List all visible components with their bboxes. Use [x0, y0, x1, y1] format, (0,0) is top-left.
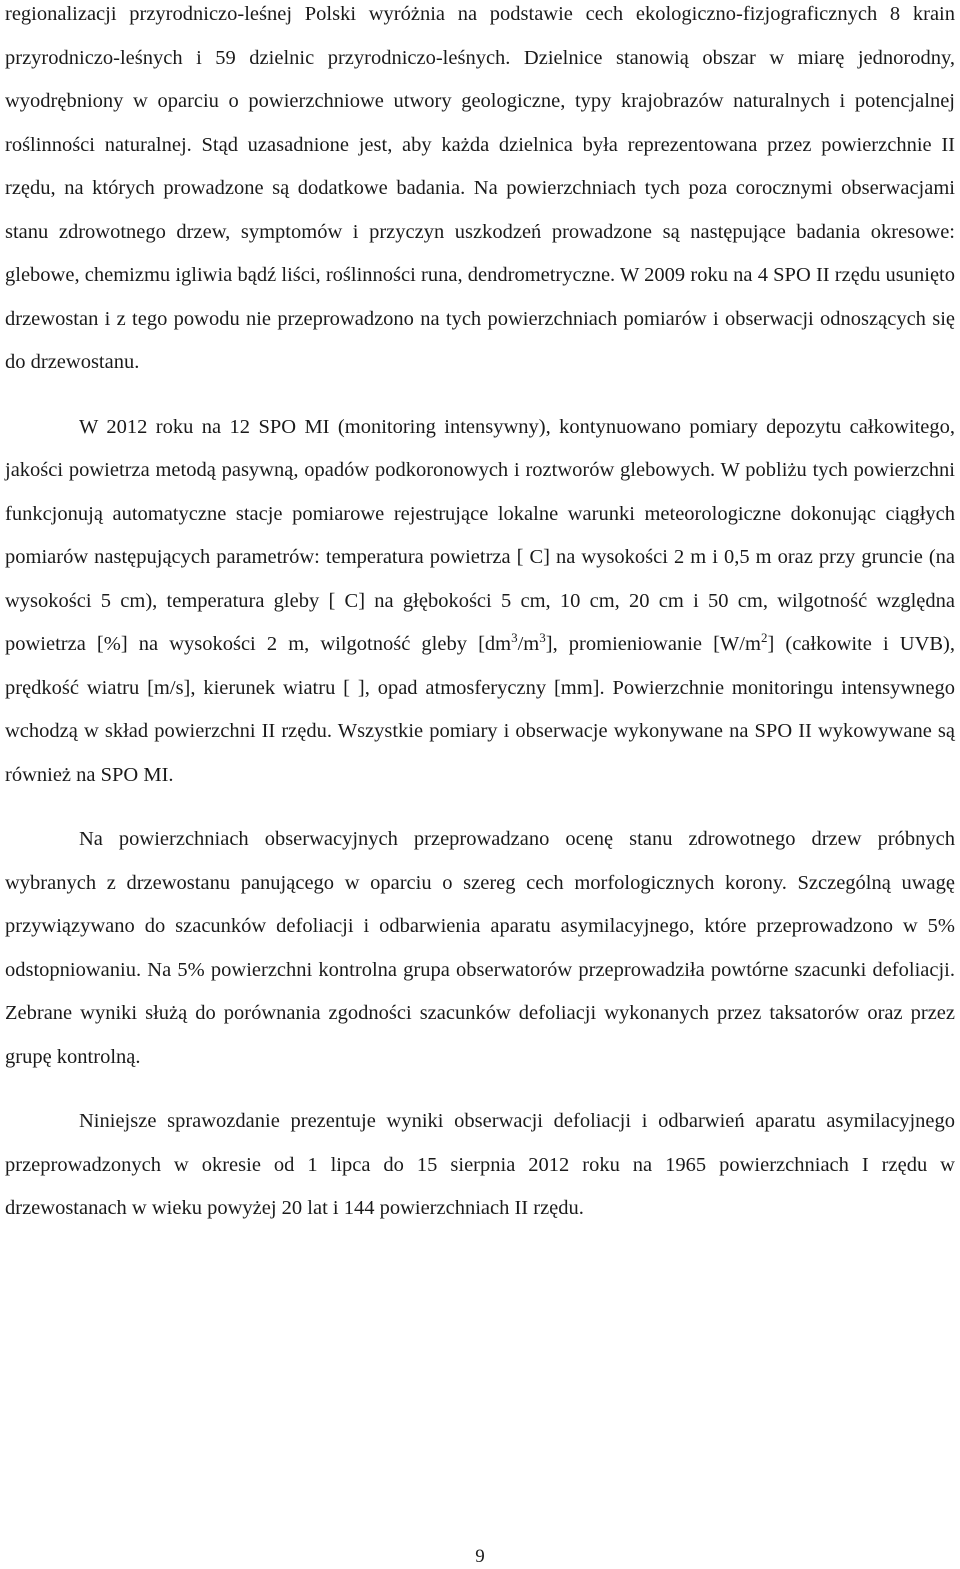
paragraph-intensive-monitoring: [5, 406, 955, 798]
document-page: [5, 0, 955, 1231]
paragraph-text: W 2012 roku na 12 SPO MI (monitoring intensywny), kontynuowano pomiary depozytu całkowitego, jakości powietrza metodą pasywną, opadów podkoronowych i roztworów glebowych. W pobliżu tych powierzchni funkcjonują automatyczne stacje pomiarowe rejestrujące lokalne warunki meteorologiczne dokonując ciągłych pomiarów następujących parametrów: temperatura powietrza [ C] na wysokości 2 m i 0,5 m oraz przy gruncie (na wysokości 5 cm), temperatura gleby [ C] na głębokości 5 cm, 10 cm, 20 cm i 50 cm, wilgotność względna powietrza [%] na wysokości 2 m, wilgotność gleby [dm: [5, 415, 955, 655]
paragraph-regionalization: [5, 0, 955, 385]
superscript: 3: [511, 630, 518, 646]
paragraph-report-summary: [5, 1100, 955, 1231]
superscript: 2: [760, 630, 768, 646]
paragraph-text: ], promieniowanie [W/m: [545, 633, 761, 655]
paragraph-text: /m: [517, 633, 540, 655]
superscript: 3: [539, 630, 546, 646]
paragraph-text: ] (całkowite i UVB), prędkość wiatru [m/s], kierunek wiatru [ ], opad atmosferyczny [mm]. Powierzchnie monitoringu intensywnego wchodzą w skład powierzchni II rzędu. Wszystkie pomiary i obserwacje wykonywane na SPO II wykowywane są również na SPO MI.: [5, 633, 956, 786]
paragraph-text: Niniejsze sprawozdanie prezentuje wyniki obserwacji defoliacji i odbarwień aparatu asymilacyjnego przeprowadzonych w okresie od 1 lipca do 15 sierpnia 2012 roku na 1965 powierzchniach I rzędu w drzewostanach w wieku powyżej 20 lat i 144 powierzchniach II rzędu.: [5, 1110, 955, 1219]
paragraph-health-assessment: [5, 818, 955, 1079]
paragraph-text: regionalizacji przyrodniczo-leśnej Polski wyróżnia na podstawie cech ekologiczno-fizjograficznych 8 krain przyrodniczo-leśnych i 59 dzielnic przyrodniczo-leśnych. Dzielnice stanowią obszar w miarę jednorodny, wyodrębniony w oparciu o powierzchniowe utwory geologiczne, typy krajobrazów naturalnych i potencjalnej roślinności naturalnej. Stąd uzasadnione jest, aby każda dzielnica była reprezentowana przez powierzchnie II rzędu, na których prowadzone są dodatkowe badania. Na powierzchniach tych poza corocznymi obserwacjami stanu zdrowotnego drzew, symptomów i przyczyn uszkodzeń prowadzone są następujące badania okresowe: glebowe, chemizmu igliwia bądź liści, roślinności runa, dendrometryczne. W 2009 roku na 4 SPO II rzędu usunięto drzewostan i z tego powodu nie przeprowadzono na tych powierzchniach pomiarów i obserwacji odnoszących się do drzewostanu.: [5, 3, 955, 373]
page-number: 9: [475, 1546, 485, 1567]
paragraph-text: Na powierzchniach obserwacyjnych przeprowadzano ocenę stanu zdrowotnego drzew próbnych wybranych z drzewostanu panującego w oparciu o szereg cech morfologicznych korony. Szczególną uwagę przywiązywano do szacunków defoliacji i odbarwienia aparatu asymilacyjnego, które przeprowadzono w 5% odstopniowaniu. Na 5% powierzchni kontrolna grupa obserwatorów przeprowadziła powtórne szacunki defoliacji. Zebrane wyniki służą do porównania zgodności szacunków defoliacji wykonanych przez taksatorów oraz przez grupę kontrolną.: [5, 828, 955, 1068]
